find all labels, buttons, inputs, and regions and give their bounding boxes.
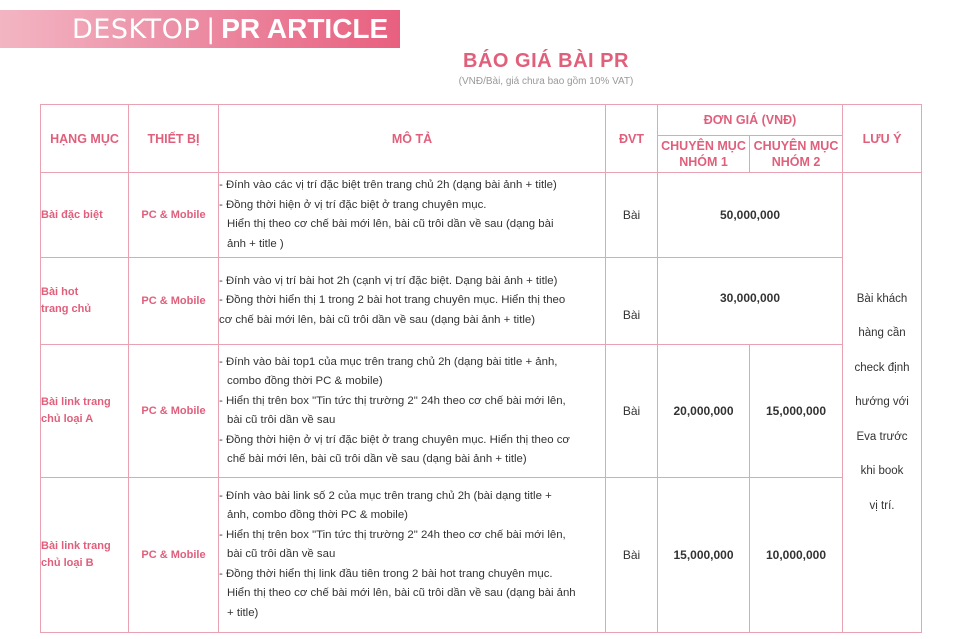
header-category: HẠNG MỤC — [41, 105, 129, 173]
row-description: - Đính vào vị trí bài hot 2h (cạnh vị trí đặc biệt. Dạng bài ảnh + title) - Đồng thời hiển thị 1 trong 2 bài hot trang chuyên mục. Hiển thị theo cơ chế bài mới lên, bài cũ trôi dần về sau (dạng bài ảnh + title) — [219, 258, 606, 345]
row-unit: Bài — [606, 478, 658, 633]
header-unit: ĐVT — [606, 105, 658, 173]
row-price: 50,000,000 — [658, 173, 843, 258]
header-group-2: CHUYÊN MỤC NHÓM 2 — [750, 136, 843, 173]
page-subtitle: (VNĐ/Bài, giá chưa bao gồm 10% VAT) — [458, 76, 634, 87]
row-description: - Đính vào các vị trí đặc biệt trên trang chủ 2h (dạng bài ảnh + title) - Đồng thời hiện ở vị trí đặc biệt ở trang chuyên mục. Hiển thị theo cơ chế bài mới lên, bài cũ trôi dần về sau (dạng bài ảnh + title ) — [219, 173, 606, 258]
table-row — [41, 173, 922, 258]
header-device: THIẾT BỊ — [129, 105, 219, 173]
table-row — [41, 478, 922, 633]
row-category: Bài link trang chủ loại B — [41, 478, 129, 633]
header-row — [41, 105, 922, 136]
row-unit: Bài — [606, 345, 658, 478]
section-banner — [0, 10, 400, 48]
banner-separator: | — [206, 13, 216, 45]
row-description: - Đính vào bài link số 2 của mục trên trang chủ 2h (bài dạng title + ảnh, combo đồng thời PC & mobile) - Hiển thị trên box "Tin tức thị trường 2" 24h theo cơ chế bài mới lên, bài cũ trôi dần về sau - Đồng thời hiển thị link đầu tiên trong 2 bài hot trang chuyên mục. Hiển thị theo cơ chế bài mới lên, bài cũ trôi dần về sau (dạng bài ảnh + title) — [219, 478, 606, 633]
row-unit: Bài — [606, 173, 658, 258]
header-price: ĐƠN GIÁ (VNĐ) — [658, 105, 843, 136]
row-price-group-1: 20,000,000 — [658, 345, 750, 478]
banner-prefix: DESKTOP — [72, 13, 201, 45]
row-device: PC & Mobile — [129, 173, 219, 258]
header-group-1: CHUYÊN MỤC NHÓM 1 — [658, 136, 750, 173]
row-category: Bài hot trang chủ — [41, 258, 129, 345]
row-category: Bài đặc biệt — [41, 173, 129, 258]
row-device: PC & Mobile — [129, 345, 219, 478]
row-price: 30,000,000 — [658, 258, 843, 345]
row-description: - Đính vào bài top1 của mục trên trang chủ 2h (dạng bài title + ảnh, combo đồng thời PC & mobile) - Hiển thị trên box "Tin tức thị trường 2" 24h theo cơ chế bài mới lên, bài cũ trôi dần về sau - Đồng thời hiện ở vị trí đặc biệt ở trang chuyên mục. Hiển thị theo cơ chế bài mới lên, bài cũ trôi dần về sau (dạng bài ảnh + title) — [219, 345, 606, 478]
banner-title: PR ARTICLE — [221, 13, 389, 44]
row-device: PC & Mobile — [129, 258, 219, 345]
table-row — [41, 345, 922, 478]
price-table — [40, 104, 922, 633]
row-device: PC & Mobile — [129, 478, 219, 633]
row-unit: Bài — [606, 258, 658, 345]
note-cell: Bài khách hàng cần check định hướng với Eva trước khi book vị trí. — [843, 173, 922, 633]
page-title: BÁO GIÁ BÀI PR — [463, 50, 629, 72]
header-description: MÔ TẢ — [219, 105, 606, 173]
row-category: Bài link trang chủ loại A — [41, 345, 129, 478]
header-note: LƯU Ý — [843, 105, 922, 173]
table-row — [41, 258, 922, 345]
row-price-group-2: 15,000,000 — [750, 345, 843, 478]
row-price-group-2: 10,000,000 — [750, 478, 843, 633]
row-price-group-1: 15,000,000 — [658, 478, 750, 633]
